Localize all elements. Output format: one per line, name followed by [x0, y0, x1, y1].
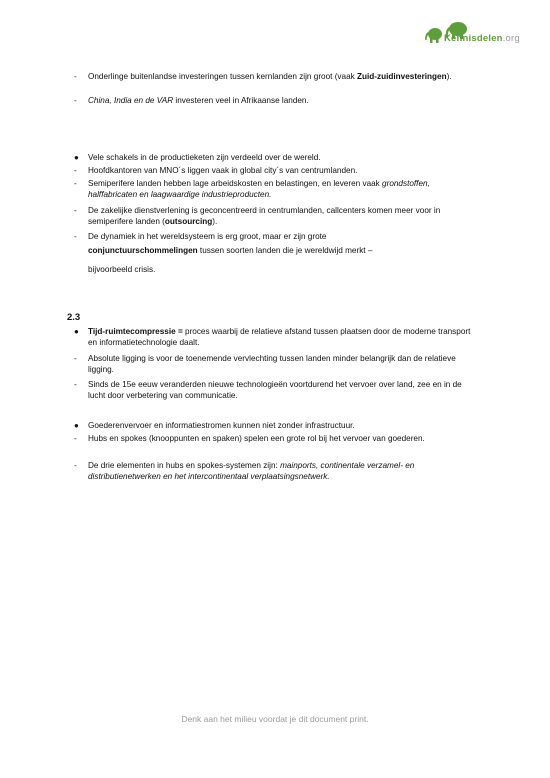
list-item: - Absolute ligging is voor de toenemende vervlechting tussen landen minder belangrijk dan de relatieve ligging.: [74, 354, 456, 374]
bullet-item: ● Vele schakels in de productieketen zijn verdeeld over de wereld.: [74, 153, 321, 162]
list-item: - Hoofdkantoren van MNO´s liggen vaak in global city´s van centrumlanden.: [74, 166, 358, 175]
page-footer: Denk aan het milieu voordat je dit document print.: [181, 714, 369, 724]
list-item: - Sinds de 15e eeuw veranderden nieuwe technologieën voortdurend het vervoer over land, zee en in de lucht door verbetering van communicatie.: [74, 380, 462, 400]
list-item: - De drie elementen in hubs en spokes-systemen zijn: mainports, continentale verzamel- en distributienetwerken en het intercontinentaal verplaatsingsnetwerk.: [74, 461, 415, 481]
bullet-item: ● Goederenvervoer en informatiestromen kunnen niet zonder infrastructuur.: [74, 421, 355, 430]
list-item: - China, India en de VAR investeren veel in Afrikaanse landen.: [74, 96, 309, 105]
list-item: - Semiperifere landen hebben lage arbeidskosten en belastingen, en leveren vaak grondstoffen, halffabricaten en laagwaardige industrieproducten.: [74, 179, 430, 199]
section-heading: 2.3: [67, 312, 81, 323]
list-item: - De zakelijke dienstverlening is geconcentreerd in centrumlanden, callcenters komen meer voor in semiperifere landen (outsourcing).: [74, 206, 441, 226]
list-item: - De dynamiek in het wereldsysteem is erg groot, maar er zijn grote conjunctuurschommelingen tussen soorten landen die je wereldwijd merkt – bijvoorbeeld crisis.: [74, 232, 373, 274]
logo-wordmark: Kennisdelen.org: [444, 33, 520, 44]
list-item: - Onderlinge buitenlandse investeringen tussen kernlanden zijn groot (vaak Zuid-zuidinvesteringen).: [74, 72, 452, 81]
list-item: - Hubs en spokes (knooppunten en spaken) spelen een grote rol bij het vervoer van goederen.: [74, 434, 425, 443]
kennisdelen-logo: [422, 20, 534, 54]
bullet-item: ● Tijd-ruimtecompressie = proces waarbij de relatieve afstand tussen plaatsen door de moderne transport en informatietechnologie daalt.: [74, 327, 471, 347]
